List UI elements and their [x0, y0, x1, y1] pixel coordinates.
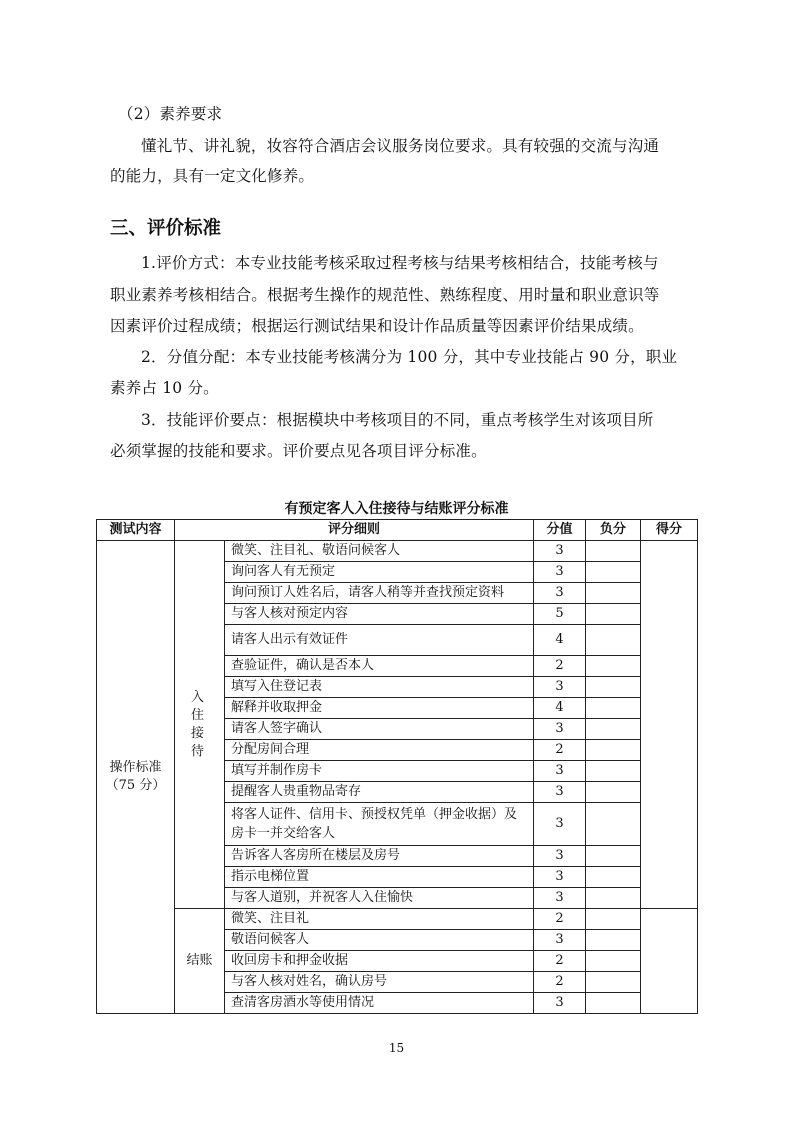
category-cell — [97, 541, 175, 1014]
criterion-score: 5 — [534, 604, 586, 625]
criterion-text: 填写入住登记表 — [225, 677, 534, 698]
criterion-text: 微笑、注目礼、敬语问候客人 — [225, 541, 534, 562]
deduction-cell — [586, 782, 641, 803]
criterion-text: 请客人出示有效证件 — [225, 625, 534, 656]
deduction-cell — [586, 677, 641, 698]
deduction-cell — [586, 740, 641, 761]
criterion-text: 指示电梯位置 — [225, 867, 534, 888]
header-test-content: 测试内容 — [97, 520, 175, 541]
paragraph-line: 1.评价方式：本专业技能考核采取过程考核与结果考核相结合，技能考核与 — [141, 254, 659, 272]
criterion-score: 3 — [534, 803, 586, 846]
table-header-row — [97, 520, 698, 541]
deduction-cell — [586, 803, 641, 846]
criterion-text: 微笑、注目礼 — [225, 909, 534, 930]
deduction-cell — [586, 719, 641, 740]
deduction-cell — [586, 583, 641, 604]
criterion-text: 解释并收取押金 — [225, 698, 534, 719]
section-checkout-cell — [175, 909, 225, 1014]
paragraph-line: 的能力，具有一定文化修养。 — [110, 167, 315, 185]
criterion-score: 3 — [534, 677, 586, 698]
criterion-score: 3 — [534, 583, 586, 604]
deduction-cell — [586, 930, 641, 951]
deduction-cell — [586, 541, 641, 562]
deduction-cell — [586, 698, 641, 719]
criterion-text: 与客人核对姓名，确认房号 — [225, 972, 534, 993]
deduction-cell — [586, 993, 641, 1014]
deduction-cell — [586, 761, 641, 782]
paragraph-line: 素养占 10 分。 — [110, 379, 219, 397]
criterion-score: 2 — [534, 740, 586, 761]
criterion-text: 敬语问候客人 — [225, 930, 534, 951]
table-title: 有预定客人入住接待与结账评分标准 — [284, 501, 509, 517]
category-label: 操作标准 — [109, 760, 162, 775]
deduction-cell — [586, 562, 641, 583]
criterion-score: 3 — [534, 930, 586, 951]
criterion-score: 3 — [534, 846, 586, 867]
table-row — [97, 541, 698, 562]
criterion-score: 4 — [534, 698, 586, 719]
criterion-text: 告诉客人客房所在楼层及房号 — [225, 846, 534, 867]
header-score: 分值 — [534, 520, 586, 541]
scoring-table — [96, 519, 698, 1014]
criterion-score: 4 — [534, 625, 586, 656]
deduction-cell — [586, 909, 641, 930]
criterion-text: 查清客房酒水等使用情况 — [225, 993, 534, 1014]
header-scoring-details: 评分细则 — [175, 520, 534, 541]
sub-heading-literacy: （2）素养要求 — [118, 105, 223, 123]
paragraph-line: 因素评价过程成绩；根据运行测试结果和设计作品质量等因素评价结果成绩。 — [110, 317, 644, 335]
criterion-score: 3 — [534, 993, 586, 1014]
criterion-text: 将客人证件、信用卡、预授权凭单（押金收据）及房卡一并交给客人 — [225, 803, 534, 846]
criterion-text: 分配房间合理 — [225, 740, 534, 761]
criterion-text: 请客人签字确认 — [225, 719, 534, 740]
header-deduction: 负分 — [586, 520, 641, 541]
paragraph-line: 2．分值分配：本专业技能考核满分为 100 分，其中专业技能占 90 分，职业 — [141, 348, 678, 366]
criterion-text: 与客人核对预定内容 — [225, 604, 534, 625]
criterion-score: 2 — [534, 972, 586, 993]
deduction-cell — [586, 604, 641, 625]
section-checkin-label: 入 住 — [190, 689, 208, 723]
paragraph-line: 职业素养考核相结合。根据考生操作的规范性、熟练程度、用时量和职业意识等 — [110, 286, 660, 304]
criterion-text: 询问预订人姓名后，请客人稍等并查找预定资料 — [225, 583, 534, 604]
criterion-text: 收回房卡和押金收据 — [225, 951, 534, 972]
result-cell — [641, 541, 698, 909]
criterion-score: 3 — [534, 719, 586, 740]
criterion-score: 3 — [534, 782, 586, 803]
criterion-text: 提醒客人贵重物品寄存 — [225, 782, 534, 803]
result-cell — [641, 909, 698, 1014]
section-checkin-cell — [175, 541, 225, 909]
criterion-score: 3 — [534, 562, 586, 583]
criterion-score: 3 — [534, 888, 586, 909]
criterion-text: 询问客人有无预定 — [225, 562, 534, 583]
criterion-score: 3 — [534, 541, 586, 562]
page-number: 15 — [388, 1041, 405, 1055]
paragraph-line: 必须掌握的技能和要求。评价要点见各项目评分标准。 — [110, 442, 487, 460]
paragraph-line: 3．技能评价要点：根据模块中考核项目的不同，重点考核学生对该项目所 — [141, 411, 654, 429]
deduction-cell — [586, 846, 641, 867]
section-checkin-label: 接 待 — [190, 725, 208, 759]
header-result: 得分 — [641, 520, 698, 541]
criterion-score: 3 — [534, 761, 586, 782]
section-checkout-label: 结账 — [186, 953, 213, 968]
section-heading-evaluation: 三、评价标准 — [110, 218, 222, 239]
table-row — [97, 909, 698, 930]
deduction-cell — [586, 625, 641, 656]
criterion-score: 3 — [534, 867, 586, 888]
category-points: （75 分） — [105, 778, 166, 793]
paragraph-line: 懂礼节、讲礼貌，妆容符合酒店会议服务岗位要求。具有较强的交流与沟通 — [141, 137, 660, 155]
deduction-cell — [586, 867, 641, 888]
deduction-cell — [586, 888, 641, 909]
deduction-cell — [586, 972, 641, 993]
deduction-cell — [586, 656, 641, 677]
deduction-cell — [586, 951, 641, 972]
criterion-text: 与客人道别，并祝客人入住愉快 — [225, 888, 534, 909]
criterion-text: 查验证件，确认是否本人 — [225, 656, 534, 677]
criterion-score: 2 — [534, 656, 586, 677]
criterion-score: 2 — [534, 951, 586, 972]
criterion-text: 填写并制作房卡 — [225, 761, 534, 782]
criterion-score: 2 — [534, 909, 586, 930]
